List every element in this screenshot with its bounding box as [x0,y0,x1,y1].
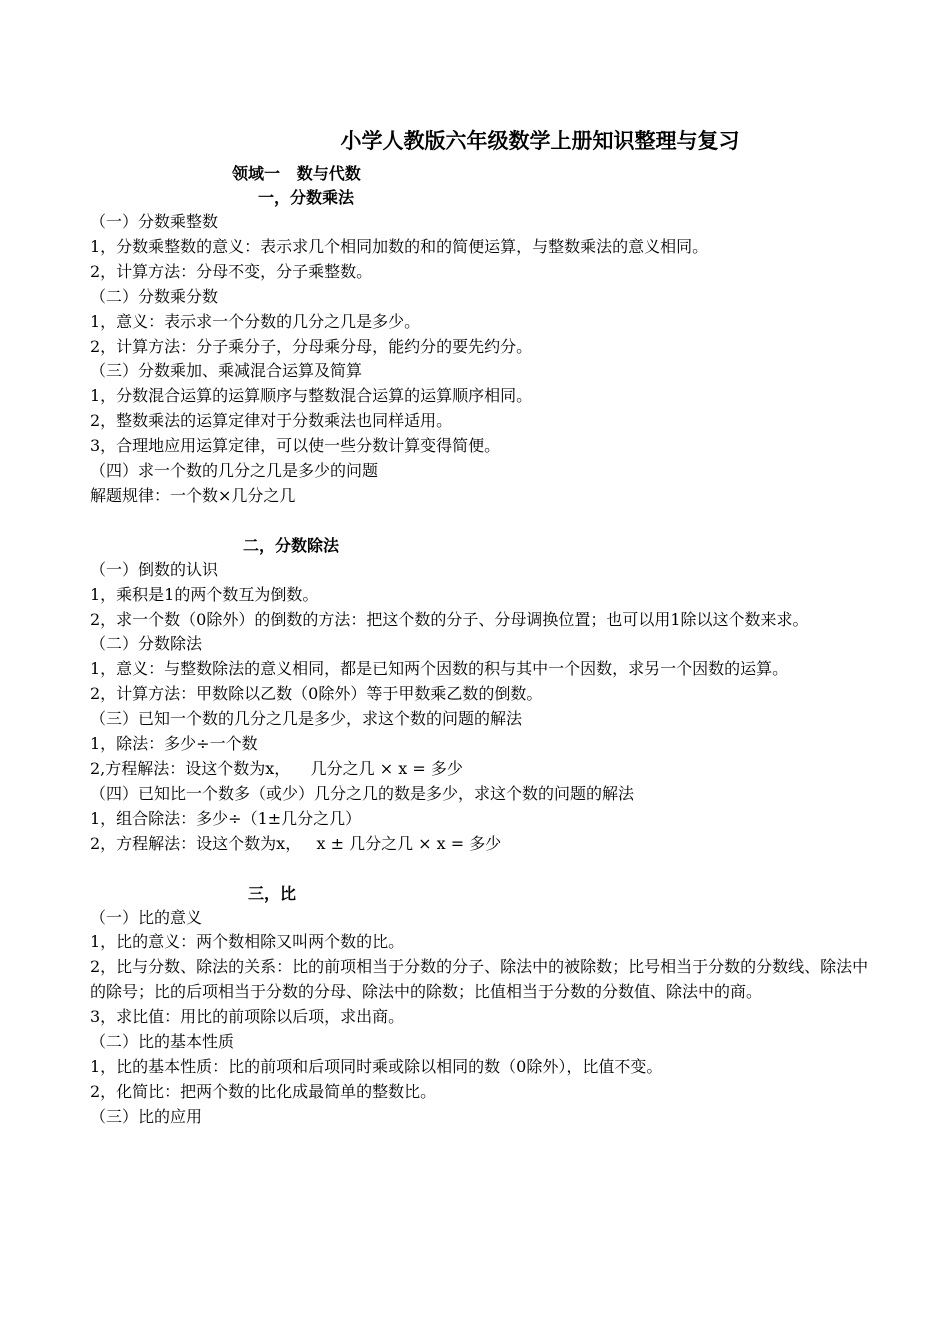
subsection-heading: （一）倒数的认识 [90,559,219,579]
text-line: 2，方程解法：设这个数为x， x ± 几分之几 × x = 多少 [90,833,502,853]
text-line: 2，计算方法：甲数除以乙数（0除外）等于甲数乘乙数的倒数。 [90,684,543,704]
text-line: 1，分数乘整数的意义：表示求几个相同加数的和的简便运算，与整数乘法的意义相同。 [90,236,709,256]
text-line: 1，组合除法：多少÷（1±几分之几） [90,808,362,828]
subsection-heading: （四）已知比一个数多（或少）几分之几的数是多少，求这个数的问题的解法 [90,783,635,803]
text-line: 1，意义：与整数除法的意义相同，都是已知两个因数的积与其中一个因数，求另一个因数的运算。 [90,659,789,679]
subsection-heading: （一）分数乘整数 [90,212,219,231]
blank-line [90,509,880,534]
document-page [90,120,880,1130]
text-line: 2，比与分数、除法的关系：比的前项相当于分数的分子、除法中的被除数；比号相当于分数的分数线、除法中的除号；比的后项相当于分数的分母、除法中的除数；比值相当于分数的分数值、除法中的商。 [90,957,869,1002]
text-line: 2，计算方法：分子乘分子，分母乘分母，能约分的要先约分。 [90,336,533,356]
subsection-heading: （三）已知一个数的几分之几是多少，求这个数的问题的解法 [90,709,523,729]
text-line: 1，分数混合运算的运算顺序与整数混合运算的运算顺序相同。 [90,386,533,406]
subsection-heading: （三）比的应用 [90,1106,203,1126]
section-heading-fraction-multiplication: 一，分数乘法 [258,188,355,207]
text-line: 1，比的基本性质：比的前项和后项同时乘或除以相同的数（0除外），比值不变。 [90,1056,663,1076]
text-line: 2，计算方法：分母不变，分子乘整数。 [90,261,373,281]
text-line: 1，比的意义：两个数相除又叫两个数的比。 [90,932,405,952]
document-title: 小学人教版六年级数学上册知识整理与复习 [340,128,740,153]
blank-line [90,857,880,882]
subsection-heading: （二）比的基本性质 [90,1032,235,1052]
text-line: 1，除法：多少÷一个数 [90,734,258,754]
subsection-heading: （二）分数乘分数 [90,286,219,306]
section-heading-ratio: 三，比 [248,883,297,903]
subsection-heading: （四）求一个数的几分之几是多少的问题 [90,461,379,481]
text-line: 3，合理地应用运算定律，可以使一些分数计算变得简便。 [90,436,501,456]
text-line: 3，求比值：用比的前项除以后项，求出商。 [90,1007,405,1027]
text-line: 1，意义：表示求一个分数的几分之几是多少。 [90,311,421,331]
text-line: 2,方程解法：设这个数为x， 几分之几 × x = 多少 [90,759,463,779]
subsection-heading: （二）分数除法 [90,634,203,654]
text-line: 2，求一个数（0除外）的倒数的方法：把这个数的分子、分母调换位置；也可以用1除以这个数来求。 [90,609,809,629]
subsection-heading: （一）比的意义 [90,907,203,927]
text-line: 解题规律：一个数×几分之几 [90,485,296,505]
text-line: 1，乘积是1的两个数互为倒数。 [90,584,319,604]
text-line: 2，化简比：把两个数的比化成最简单的整数比。 [90,1081,437,1101]
text-line: 2，整数乘法的运算定律对于分数乘法也同样适用。 [90,411,453,431]
section-heading-fraction-division: 二，分数除法 [243,535,340,555]
domain-heading: 领域一 数与代数 [232,164,361,183]
subsection-heading: （三）分数乘加、乘减混合运算及简算 [90,361,363,381]
